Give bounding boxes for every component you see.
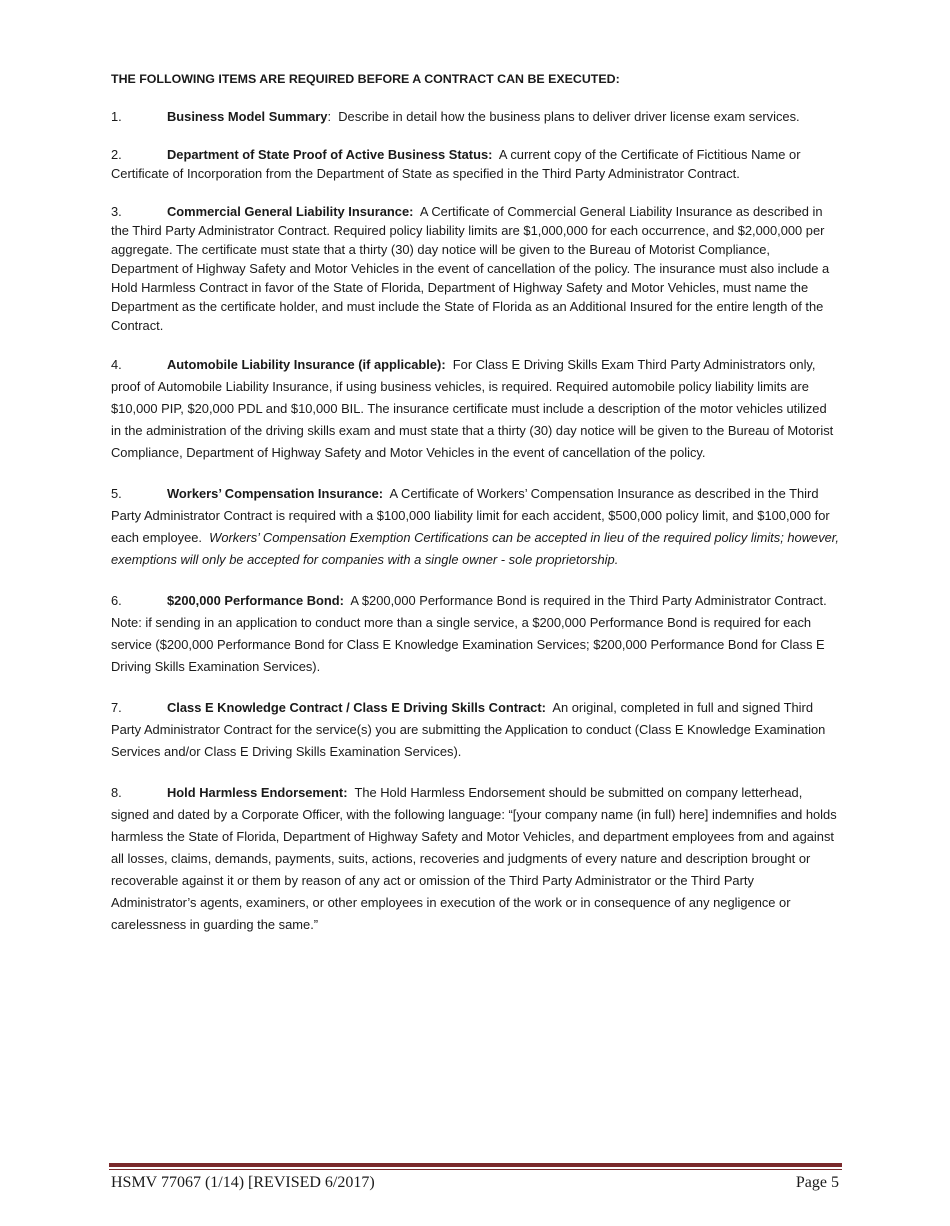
item-number: 1. — [111, 109, 122, 124]
item-text: A $200,000 Performance Bond is required in the Third Party Administrator Contract. Note: if sending in an application to conduct more than a single service, a $200,000 Performance Bond is required for each service ($200,000 Performance Bond for Class E Knowledge Examination Services; $200,000 Performance Bond for Class E Driving Skills Examination Services). — [111, 593, 827, 674]
item-number: 8. — [111, 785, 122, 800]
requirement-item-6 — [111, 590, 839, 678]
item-title: Automobile Liability Insurance (if applicable): — [167, 357, 446, 372]
requirement-item-5 — [111, 483, 839, 571]
form-identifier: HSMV 77067 (1/14) [REVISED 6/2017) — [111, 1174, 375, 1191]
item-text: A Certificate of Commercial General Liability Insurance as described in the Third Party Administrator Contract. Required policy liability limits are $1,000,000 for each occurrence, and $2,000,000 per aggregate. The certificate must state that a thirty (30) day notice will be given to the Bureau of Motorist Compliance, Department of Highway Safety and Motor Vehicles in the event of cancellation of the policy. The insurance must also include a Hold Harmless Contract in favor of the State of Florida, Department of Highway Safety and Motor Vehicles, must name the Department as the certificate holder, and must include the State of Florida as an Additional Insured for the entire length of the Contract. — [111, 204, 830, 333]
item-number: 6. — [111, 593, 122, 608]
item-text: An original, completed in full and signed Third Party Administrator Contract for the service(s) you are submitting the Application to conduct (Class E Knowledge Examination Services and/or Class E Driving Skills Examination Services). — [111, 700, 826, 759]
requirement-item-2 — [111, 145, 839, 183]
item-number: 2. — [111, 147, 122, 162]
item-text: For Class E Driving Skills Exam Third Party Administrators only, proof of Automobile Liability Insurance, if using business vehicles, is required. Required automobile policy liability limits are $10,000 PIP, $20,000 PDL and $10,000 BIL. The insurance certificate must include a description of the motor vehicles utilized in the administration of the driving skills exam and must state that a thirty (30) day notice will be given to the Bureau of Motorist Compliance, Department of Highway Safety and Motor Vehicles in the event of cancellation of the policy. — [111, 357, 834, 460]
item-text: The Hold Harmless Endorsement should be submitted on company letterhead, signed and dated by a Corporate Officer, with the following language: “[your company name (in full) here] indemnifies and holds harmless the State of Florida, Department of Highway Safety and Motor Vehicles, and department employees from and against all losses, claims, demands, payments, suits, actions, recoveries and judgments of every nature and description brought or recoverable against it or them by reason of any act or omission of the Third Party Administrator or the Third Party Administrator’s agents, examiners, or other employees in execution of the work or in consequence of any negligence or carelessness in guarding the same.” — [111, 785, 837, 932]
item-separator: : — [327, 109, 339, 124]
item-title: Commercial General Liability Insurance: — [167, 204, 414, 219]
document-body — [111, 70, 839, 955]
item-separator — [446, 357, 453, 372]
item-title: Hold Harmless Endorsement: — [167, 785, 348, 800]
item-number: 3. — [111, 204, 122, 219]
item-number: 5. — [111, 486, 122, 501]
item-text: A current copy of the Certificate of Fictitious Name or Certificate of Incorporation from the Department of State as specified in the Third Party Administrator Contract. — [111, 147, 801, 181]
footer-rule-thin — [109, 1169, 842, 1170]
item-title: $200,000 Performance Bond: — [167, 593, 344, 608]
requirements-heading: THE FOLLOWING ITEMS ARE REQUIRED BEFORE A CONTRACT CAN BE EXECUTED: — [111, 72, 620, 86]
requirement-item-3 — [111, 202, 839, 335]
item-number: 7. — [111, 700, 122, 715]
item-title: Department of State Proof of Active Business Status: — [167, 147, 493, 162]
item-title: Class E Knowledge Contract / Class E Driving Skills Contract: — [167, 700, 546, 715]
item-title: Business Model Summary — [167, 109, 328, 124]
page-number: Page 5 — [795, 1174, 839, 1191]
item-text: A Certificate of Workers’ Compensation Insurance as described in the Third Party Administrator Contract is required with a $100,000 liability limit for each accident, $500,000 policy limit, and $100,000 for each employee. — [111, 486, 834, 545]
requirement-item-8 — [111, 782, 839, 936]
item-title: Workers’ Compensation Insurance: — [167, 486, 384, 501]
footer-rule-thick — [109, 1163, 842, 1167]
item-italic-note: Workers’ Compensation Exemption Certifications can be accepted in lieu of the required policy limits; however, exemptions will only be accepted for companies with a single owner - sole proprietorship. — [111, 530, 839, 567]
requirement-item-7 — [111, 697, 839, 763]
item-number: 4. — [111, 357, 122, 372]
item-text: Describe in detail how the business plans to deliver driver license exam services. — [338, 109, 800, 124]
requirement-item-4 — [111, 354, 839, 464]
requirement-item-1 — [111, 107, 839, 126]
